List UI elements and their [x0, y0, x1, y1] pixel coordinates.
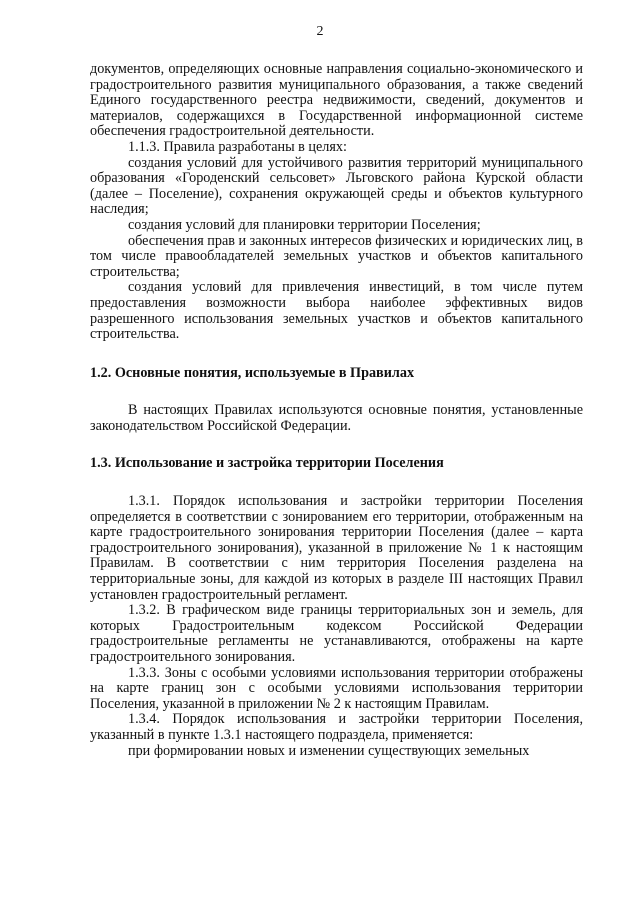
page-number: 2: [316, 24, 324, 39]
section-heading-1-3: 1.3. Использование и застройка территории Поселения: [90, 455, 444, 472]
paragraph-1-1-3: 1.1.3. Правила разработаны в целях:: [128, 138, 347, 155]
section-heading-1-2: 1.2. Основные понятия, используемые в Правилах: [90, 364, 415, 381]
goal-item: создания условий для привлечения инвестиций, в том числе путем предоставления возможности выбора наиболее эффективных видов разрешенного использования земельных участков и объектов капитального строительства.: [90, 279, 583, 343]
section-1-2-text: В настоящих Правилах используются основные понятия, установленные законодательством Российской Федерации.: [90, 402, 583, 434]
paragraph-1-3-4: 1.3.4. Порядок использования и застройки территории Поселения, указанный в пункте 1.3.1 настоящего подраздела, применяется:: [90, 711, 583, 743]
goal-item: создания условий для планировки территории Поселения;: [128, 216, 481, 233]
paragraph-1-3-3: 1.3.3. Зоны с особыми условиями использования территории отображены на карте границ зон с особыми условиями использования территории Поселения, указанной в приложении № 2 к настоящим Правилам.: [90, 664, 583, 712]
goal-item: создания условий для устойчивого развития территорий муниципального образования «Городенский сельсовет» Льговского района Курской области (далее – Поселение), сохранения окружающей среды и объектов культурного наследия;: [90, 154, 583, 218]
paragraph-1-3-2: 1.3.2. В графическом виде границы территориальных зон и земель, для которых Градостроительным кодексом Российской Федерации градостроительные регламенты не устанавливаются, отображены на карте градостроительного зонирования.: [90, 602, 583, 665]
paragraph-1-3-1: 1.3.1. Порядок использования и застройки территории Поселения определяется в соответствии с зонированием его территории, отображенным на карте градостроительного зонирования территории Поселения (далее – карта градостроительного зонирования), указанной в приложение № 1 к настоящим Правилам. В соответствии с ним территория Поселения разделена на территориальные зоны, для каждой из которых в разделе III настоящих Правил установлен градостроительный регламент.: [90, 493, 583, 603]
goal-item: обеспечения прав и законных интересов физических и юридических лиц, в том числе правообладателей земельных участков и объектов капитального строительства;: [90, 232, 583, 280]
paragraph-1-3-4-item: при формировании новых и изменении существующих земельных: [128, 742, 530, 759]
document-body: [90, 62, 583, 759]
paragraph-continuation: документов, определяющих основные направления социально-экономического и градостроительного развития муниципального образования, а также сведений Единого государственного реестра недвижимости, сведений, документов и материалов, содержащихся в Государственной информационной системе обеспечения градостроительной деятельности.: [90, 61, 583, 140]
